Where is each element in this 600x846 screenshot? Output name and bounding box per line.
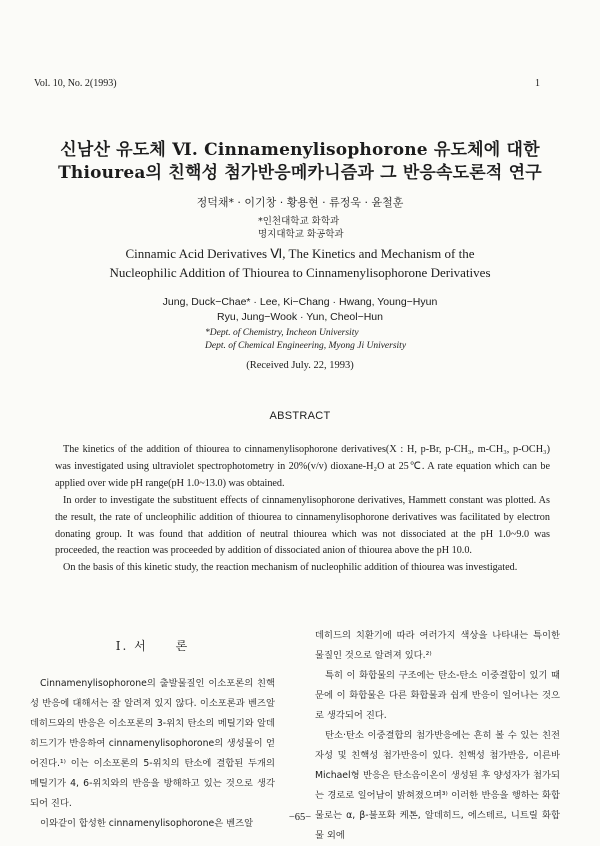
right-paragraph-1: 데히드의 치환기에 따라 여러가지 색상을 나타내는 특이한 물질인 것으로 알려져 있다.²⁾ (315, 630, 560, 661)
left-paragraph-1: Cinnamenylisophorone의 출발물질인 이소포론의 친핵성 반응에 대해서는 잘 알려져 있지 않다. 이소포론과 벤즈알데히드와의 반응은 이소포론의 3-위치 탄소의 메틸기와 알데히드기가 반응하여 cinnamenylisophorone의 생성물이 얻어진다.¹⁾ 이는 이소포론의 5-위치의 탄소에 결합된 두개의 메틸기가 4, 6-위치와의 반응을 방해하고 있는 것으로 생각되어 진다. (30, 678, 275, 809)
right-paragraph-3: 탄소·탄소 이중결합의 첨가반응에는 흔히 볼 수 있는 친전자성 및 친핵성 첨가반응이 있다. 친핵성 첨가반응, 이른바 Michael형 반응은 탄소음이온이 생성된 후 양성자가 첨가되는 경로로 일어남이 밝혀졌으며³⁾ 이러한 반응을 행하는 화합물로는 α, β-불포화 케톤, 알데히드, 에스테르, 니트릴 화합물 외에 (315, 730, 560, 841)
journal-volume: Vol. 10, No. 2(1993) (34, 78, 117, 89)
english-affiliation-2: Dept. of Chemical Engineering, Myong Ji University (205, 341, 407, 351)
abstract-paragraph-1: The kinetics of the addition of thiourea to cinnamenylisophorone derivatives(X : H, p-Br, p-CH₃, m-CH₃, p-OCH₃) was investigated using ultraviolet spectrophotometry in 20%(v/v) dioxane-H₂O at 25℃. A rate equation which can be applied over wide pH range(pH 1.0~13.0) was obtained. (55, 444, 550, 489)
english-affiliation-1: *Dept. of Chemistry, Incheon University (205, 328, 359, 338)
received-date: (Received July. 22, 1993) (246, 360, 354, 371)
korean-affiliation-2: 명지대학교 화공학과 (258, 229, 344, 240)
page-number-bottom: −65− (288, 812, 312, 823)
abstract-paragraph-2: In order to investigate the substituent effects of cinnamenylisophorone derivatives, Hammett constant was plotted. As the result, the rate of uncleophilic addition of thiourea to cinnamenylisophorone derivatives was facilitated by electron donating group. It was found that addition of neutral thiourea which was not dissociated at the pH 1.0~9.0 was proceeded, the reaction was proceeded by addition of dissociated anion of thiourea above the pH 10.0. (55, 494, 550, 557)
abstract-paragraph-3: On the basis of this kinetic study, the reaction mechanism of nucleophilic addition of thiourea was investigated. (63, 562, 518, 574)
right-paragraph-2: 특히 이 화합물의 구조에는 탄소-탄소 이중결합이 있기 때문에 이 화합물은 다른 화합물과 쉽게 반응이 일어나는 것으로 생각되어 진다. (315, 670, 560, 721)
left-paragraph-2: 이와같이 합성한 cinnamenylisophorone은 벤즈알 (40, 818, 254, 829)
korean-authors: 정덕채* · 이기창 · 황용현 · 류정욱 · 윤철훈 (196, 196, 404, 209)
abstract-body (55, 442, 550, 577)
korean-title-line1: 신남산 유도체 Ⅵ. Cinnamenylisophorone 유도체에 대한 (60, 140, 540, 160)
left-column (30, 628, 275, 834)
english-authors-line1: Jung, Duck−Chae* · Lee, Ki−Chang · Hwang, Young−Hyun (162, 296, 438, 308)
section-title: I. 서 론 (115, 639, 190, 653)
korean-title-line2: Thiourea의 친핵성 첨가반응메카니즘과 그 반응속도론적 연구 (58, 163, 542, 183)
english-authors-line2: Ryu, Jung−Wook · Yun, Cheol−Hun (217, 311, 383, 323)
english-title-line1: Cinnamic Acid Derivatives Ⅵ, The Kinetics and Mechanism of the (125, 246, 475, 261)
english-title-line2: Nucleophilic Addition of Thiourea to Cinnamenylisophorone Derivatives (109, 265, 491, 280)
korean-affiliation-1: *인천대학교 화학과 (258, 216, 340, 227)
abstract-heading: ABSTRACT (269, 410, 331, 422)
page-number-top: 1 (535, 78, 540, 89)
